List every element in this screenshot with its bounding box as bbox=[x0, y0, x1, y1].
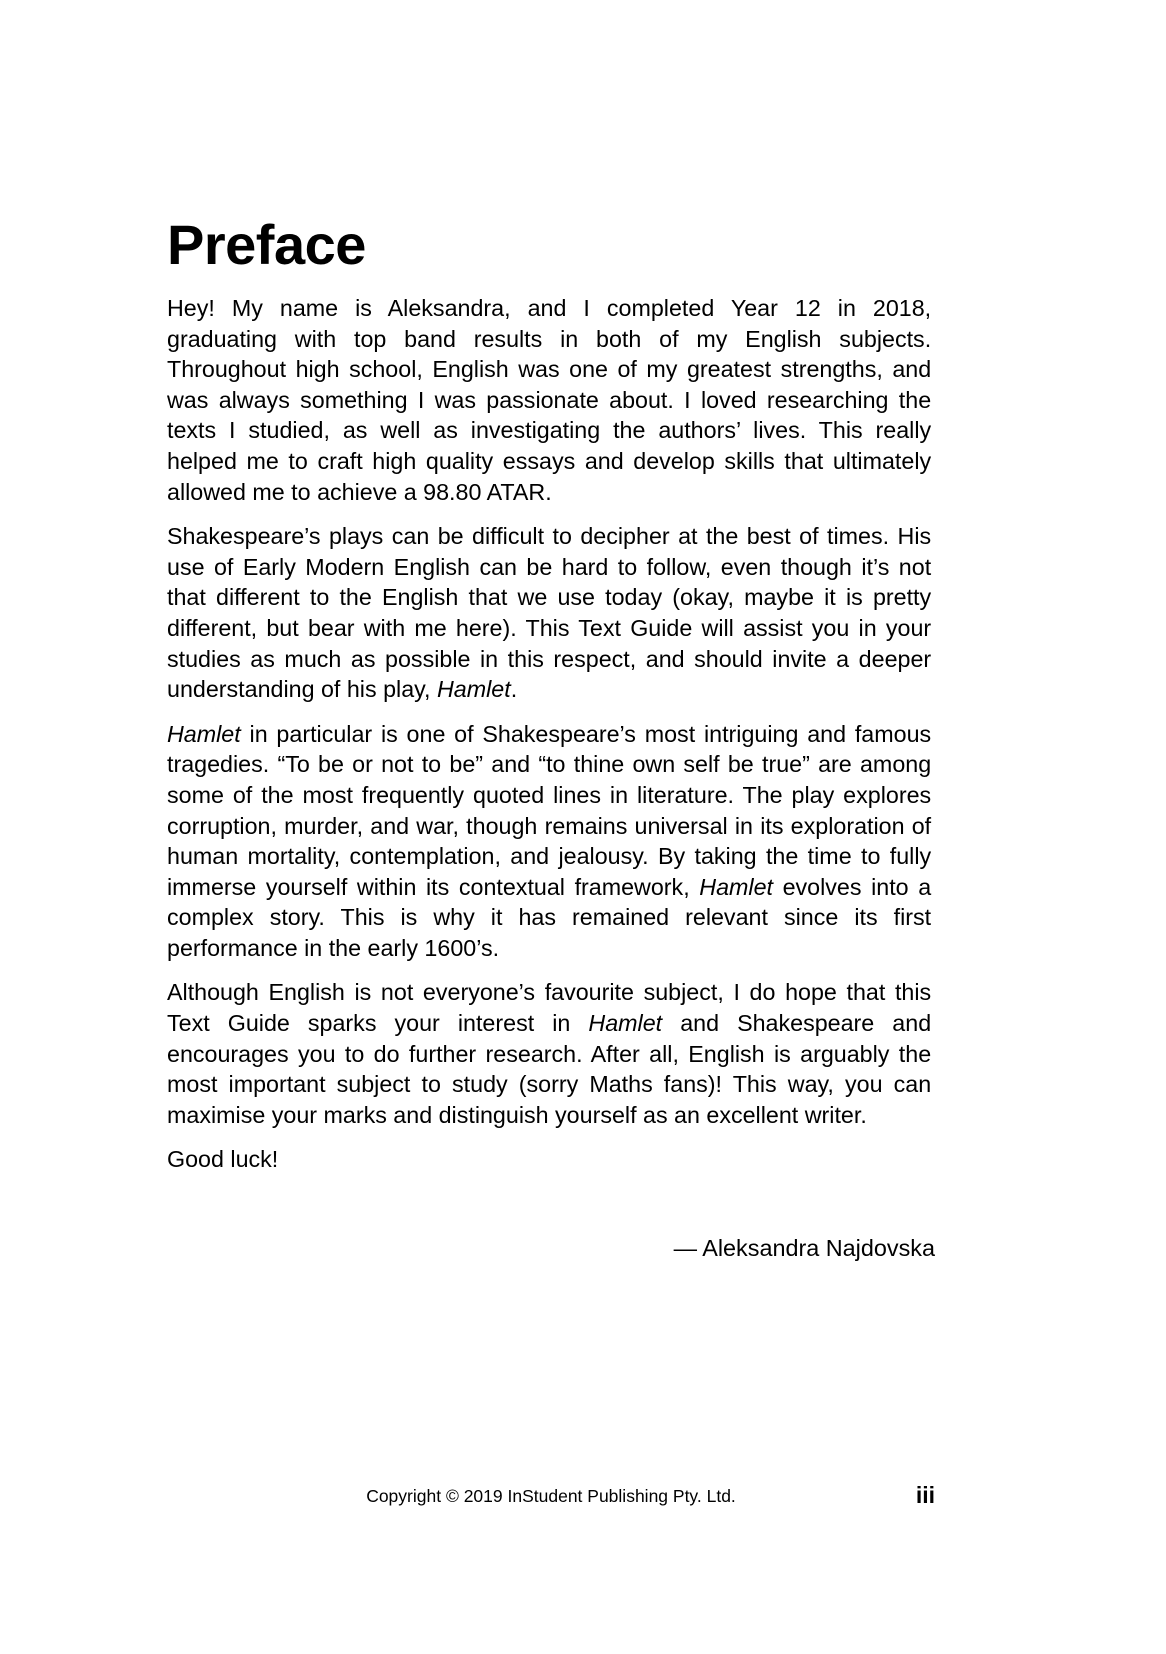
italic-title: Hamlet bbox=[167, 720, 241, 747]
page-number: iii bbox=[915, 1482, 935, 1508]
paragraph-hamlet-overview: Hamlet in particular is one of Shakespeare’s most intriguing and famous tragedies. “To be or not to be” and “to thine own self be true” are among some of the most frequently quoted lines in literature. The play explores corruption, murder, and war, though remains universal in its exploration of human mortality, contemplation, and jealousy. By taking the time to fully immerse yourself within its contextual framework, Hamlet evolves into a complex story. This is why it has remained relevant since its first performance in the early 1600’s. bbox=[167, 720, 932, 961]
paragraph-closing-encouragement: Although English is not everyone’s favourite subject, I do hope that this Text Guide sparks your interest in Hamlet and Shakespeare and encourages you to do further research. After all, English is arguably the most important subject to study (sorry Maths fans)! This way, you can maximise your marks and distinguish yourself as an excellent writer. bbox=[167, 979, 932, 1128]
paragraph-good-luck: Good luck! bbox=[167, 1146, 279, 1173]
page-footer bbox=[167, 1482, 935, 1515]
paragraph-intro: Hey! My name is Aleksandra, and I completed Year 12 in 2018, graduating with top band results in both of my English subjects. Throughout high school, English was one of my greatest strengths, and was always something I was passionate about. I loved researching the texts I studied, as well as investigating the authors’ lives. This really helped me to craft high quality essays and develop skills that ultimately allowed me to achieve a 98.80 ATAR. bbox=[167, 295, 932, 505]
author-signature: — Aleksandra Najdovska bbox=[673, 1235, 935, 1262]
italic-title: Hamlet bbox=[588, 1010, 663, 1037]
paragraph-shakespeare-language: Shakespeare’s plays can be difficult to decipher at the best of times. His use of Early Modern English can be hard to follow, even though it’s not that different to the English that we use today (okay, maybe it is pretty different, but bear with me here). This Text Guide will assist you in your studies as much as possible in this respect, and should invite a deeper understanding of his play, Hamlet. bbox=[167, 523, 932, 703]
italic-title: Hamlet bbox=[436, 676, 511, 703]
page-content bbox=[167, 213, 935, 1264]
copyright-notice: Copyright © 2019 InStudent Publishing Pty. Ltd. bbox=[366, 1486, 736, 1506]
italic-title: Hamlet bbox=[699, 873, 773, 900]
page-title: Preface bbox=[167, 213, 366, 276]
